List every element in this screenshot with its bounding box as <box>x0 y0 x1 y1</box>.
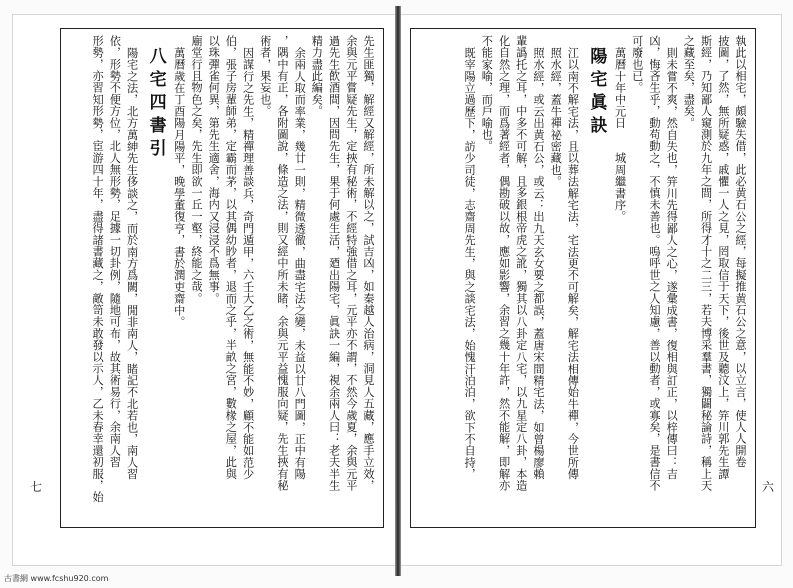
text-column: 術者，果妄也。 <box>258 35 272 117</box>
text-column: 輩譌托之耳，中多不可解，且多銀根帝虎之訛，獨其以八卦定八宅，以九星定八卦，本造 <box>514 35 528 492</box>
text-column: 精力盡此編矣。 <box>310 35 324 117</box>
text-column: 余兩人取而率業，幾廿一則，精微透徹，曲盡宅法之變，未益以廿八門圖，正中有陽 <box>293 47 307 480</box>
text-column: 執此以相宅，頗驗失借，此必黄石公之經，每擬推黄石公之意，以立言，使人人開卷 <box>734 35 747 468</box>
text-column: 之藏至矣，盡矣。 <box>682 35 696 129</box>
left-page-columns <box>67 35 377 521</box>
site-watermark: 古書網 www.fcshu920.com <box>4 574 109 583</box>
text-column: ，隅中有正，各附圖說，條造之法，則又經中所未睹，余與元平益愧服向疑，先生挾有秘 <box>275 35 289 492</box>
text-column: 因謀行之先生，精禪理善談兵，奇門遁甲，六壬大乙之術，無能不妙，顧不能如范少 <box>241 47 255 480</box>
text-column: 伯，張子房輩師弟，定霸而茅，以其偶幼眇者，退而之乎，半畝之宮，數椽之屋，此與 <box>224 35 238 480</box>
right-page-columns <box>417 35 749 521</box>
left-page-number: 七 <box>30 480 43 494</box>
section-title: 陽宅眞訣 <box>586 47 607 139</box>
text-column: 不能家喻，而戶喻也。 <box>480 35 494 152</box>
text-column: 既宰陽立過歷下，訪少司徒，志齋周先生，與之談宅法，始愧汗泊泊，欲下不自持， <box>463 47 477 480</box>
text-column: 凶，悔吝生乎，動苟動之，不慎未善也。嗚呼世之人知慮，善以動者，或寡矣，是書信不 <box>647 35 661 492</box>
text-column: 江以南不解宅法，且以葬法解宅法，宅法更不可解矣，解宅法相傳始牛禪，今世所傳 <box>566 47 580 480</box>
text-column: 化自然之理，而爲著經者，偶勘破以故，應如影響，余習之幾十年許，然不能解，即解亦 <box>497 35 511 492</box>
text-column: 廟堂行且物色之矣，先生即欲一丘一壑，終能之哉。 <box>189 35 203 305</box>
text-column: 過先生飲酒間，因問先生，果于何處生活，廼出陽宅，眞訣一編，視余兩人曰：老夫半生 <box>327 35 341 492</box>
left-page-text-frame <box>60 28 384 528</box>
book-gutter <box>395 6 401 576</box>
right-page-text-frame <box>410 28 756 528</box>
text-column: 萬曆歲在丁酉陽月陽平，晚學董復亨，書於潤吏齋中。 <box>172 47 186 328</box>
text-column: 可廢也已。 <box>630 35 644 94</box>
text-column: 則未嘗不爽，然自失也，笄川先得鄙人之心，遂彙成書，復相與訂正，以梓傳曰：吉 <box>665 47 679 480</box>
text-column: 披圖，了然，無所疑惑，戚懼一人之見，罔取信于天下，後世及聽汶上，笄川郭先生譚 <box>716 35 730 480</box>
text-column: 照水經，或云出黄石公，或云：出九天玄女要之都誤，蓋唐宋間精宅法，如曾楊廖賴 <box>531 47 545 480</box>
section-title: 八宅四書引 <box>145 47 166 162</box>
text-column: 以珠彈雀何異，第先生適舍，海内又浸浸不爲無事。 <box>207 35 221 305</box>
text-column: 依，形勢不便方位，北人無形勢，足據一切卦例，隨地可布，故其術易行，余南人習 <box>108 35 122 468</box>
text-column: 照水經，蓋牛禪祕密藏也。 <box>549 47 563 188</box>
text-column: 余與元平嘗疑先生，定挾有秘術，不經特強借之耳，元平亦不謂，不然今歲夏，余與元平 <box>344 35 358 492</box>
text-column: 陽宅之法，北方萬紳先生侈談之，而於南方爲闕，閒非南人，睹記不北若也，南人習 <box>125 47 139 480</box>
text-column: 形勢，亦習知形勢，宦游四十年，盡得諸書藏之，敵笥未敢發以示人，乙未春幸還初服，始 <box>91 35 105 503</box>
text-column: 斯經，乃知鄙人窺測於九年之間，所得才十之二三，若夫博采羣書，獨闢秘論詩，稱上天 <box>699 35 713 492</box>
text-column: 萬曆十年中元日 城周繼書序。 <box>613 47 627 223</box>
right-page-number: 六 <box>762 480 775 494</box>
text-column: 先生匪獨，解經又解經，所未解以之，試吉凶，如秦越人治病，洞見人五藏，應手立效， <box>362 35 375 492</box>
